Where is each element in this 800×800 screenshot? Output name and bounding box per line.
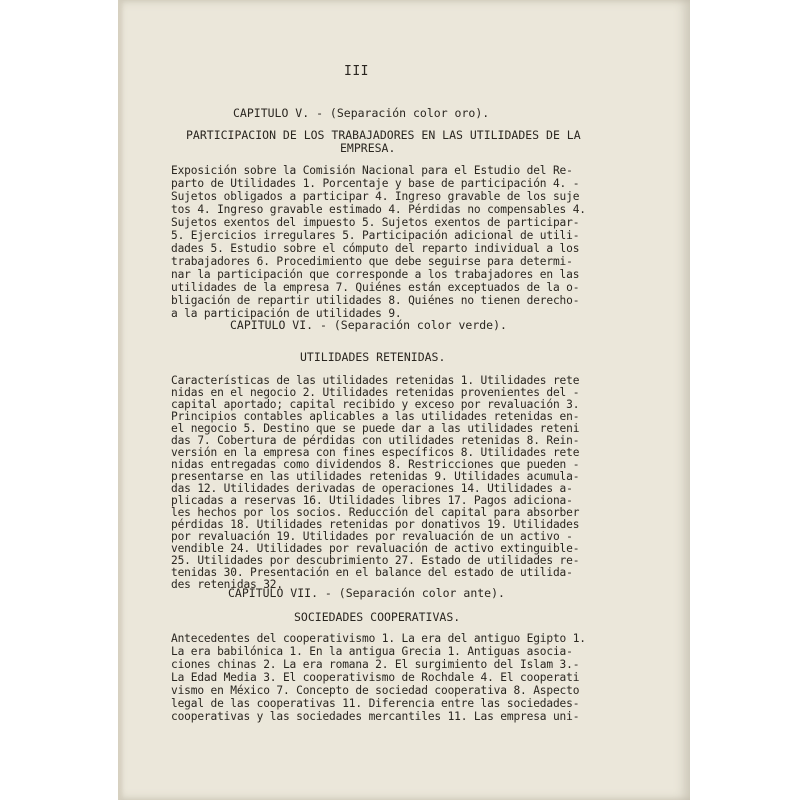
body-line: Principios contables aplicables a las utilidades retenidas en- xyxy=(171,410,580,423)
body-line: trabajadores 6. Procedimiento que debe seguirse para determi- xyxy=(171,255,573,268)
body-line: des retenidas 32. xyxy=(171,578,283,591)
body-line: pérdidas 18. Utilidades retenidas por donativos 19. Utilidades xyxy=(171,518,580,531)
chapter-vii-heading: CAPITULO VII. - (Separación color ante). xyxy=(228,586,505,600)
chapter-v-title-line-1: PARTICIPACION DE LOS TRABAJADORES EN LAS UTILIDADES DE LA xyxy=(186,128,581,142)
body-line: por revaluación 19. Utilidades por revaluación de un activo - xyxy=(171,530,573,543)
body-line: bligación de repartir utilidades 8. Quiénes no tienen derecho- xyxy=(171,294,580,307)
body-line: das 7. Cobertura de pérdidas con utilidades retenidas 8. Rein- xyxy=(171,434,580,447)
body-line: tos 4. Ingreso gravable estimado 4. Pérdidas no compensables 4. xyxy=(171,203,586,216)
body-line: nidas entregadas como dividendos 8. Restricciones que pueden - xyxy=(171,458,580,471)
body-line: Sujetos exentos del impuesto 5. Sujetos exentos de participar- xyxy=(171,216,580,229)
body-line: nidas en el negocio 2. Utilidades retenidas provenientes del - xyxy=(171,386,580,399)
body-line: vismo en México 7. Concepto de sociedad cooperativa 8. Aspecto xyxy=(171,684,580,697)
body-line: el negocio 5. Destino que se puede dar a las utilidades reteni xyxy=(171,422,580,435)
body-line: utilidades de la empresa 7. Quiénes están exceptuados de la o- xyxy=(171,281,580,294)
chapter-vii-title: SOCIEDADES COOPERATIVAS. xyxy=(294,610,461,624)
chapter-vi-title: UTILIDADES RETENIDAS. xyxy=(300,350,446,364)
body-line: dades 5. Estudio sobre el cómputo del reparto individual a los xyxy=(171,242,580,255)
body-line: tenidas 30. Presentación en el balance del estado de utilida- xyxy=(171,566,573,579)
body-line: 5. Ejercicios irregulares 5. Participación adicional de utili- xyxy=(171,229,580,242)
body-line: plicadas a reservas 16. Utilidades libres 17. Pagos adiciona- xyxy=(171,494,573,507)
chapter-vi-heading: CAPITULO VI. - (Separación color verde). xyxy=(230,318,507,332)
body-line: les hechos por los socios. Reducción del capital para absorber xyxy=(171,506,580,519)
body-line: a la participación de utilidades 9. xyxy=(171,307,402,320)
body-line: Sujetos obligados a participar 4. Ingreso gravable de los suje xyxy=(171,190,580,203)
body-line: nar la participación que corresponde a los trabajadores en las xyxy=(171,268,580,281)
body-line: La Edad Media 3. El cooperativismo de Rochdale 4. El cooperati xyxy=(171,671,580,684)
chapter-v-heading: CAPITULO V. - (Separación color oro). xyxy=(233,106,490,120)
body-line: Características de las utilidades retenidas 1. Utilidades rete xyxy=(171,374,580,387)
body-line: vendible 24. Utilidades por revaluación de activo extinguible- xyxy=(171,542,580,555)
body-line: das 12. Utilidades derivadas de operaciones 14. Utilidades a- xyxy=(171,482,573,495)
body-line: cooperativas y las sociedades mercantiles 11. Las empresa uni- xyxy=(171,710,580,723)
body-line: La era babilónica 1. En la antigua Grecia 1. Antiguas asocia- xyxy=(171,645,573,658)
body-line: parto de Utilidades 1. Porcentaje y base de participación 4. - xyxy=(171,177,580,190)
body-line: Antecedentes del cooperativismo 1. La era del antiguo Egipto 1. xyxy=(171,632,586,645)
chapter-v-title-line-2: EMPRESA. xyxy=(340,141,396,155)
body-line: presentarse en las utilidades retenidas 9. Utilidades acumula- xyxy=(171,470,580,483)
page-edge-shadow xyxy=(118,0,124,800)
body-line: ciones chinas 2. La era romana 2. El surgimiento del Islam 3.- xyxy=(171,658,580,671)
body-line: 25. Utilidades por descubrimiento 27. Estado de utilidades re- xyxy=(171,554,580,567)
body-line: Exposición sobre la Comisión Nacional para el Estudio del Re- xyxy=(171,164,573,177)
body-line: versión en la empresa con fines específicos 8. Utilidades rete xyxy=(171,446,580,459)
body-line: legal de las cooperativas 11. Diferencia entre las sociedades- xyxy=(171,697,580,710)
body-line: capital aportado; capital recibido y exceso por revaluación 3. xyxy=(171,398,580,411)
page-number: III xyxy=(344,64,369,79)
